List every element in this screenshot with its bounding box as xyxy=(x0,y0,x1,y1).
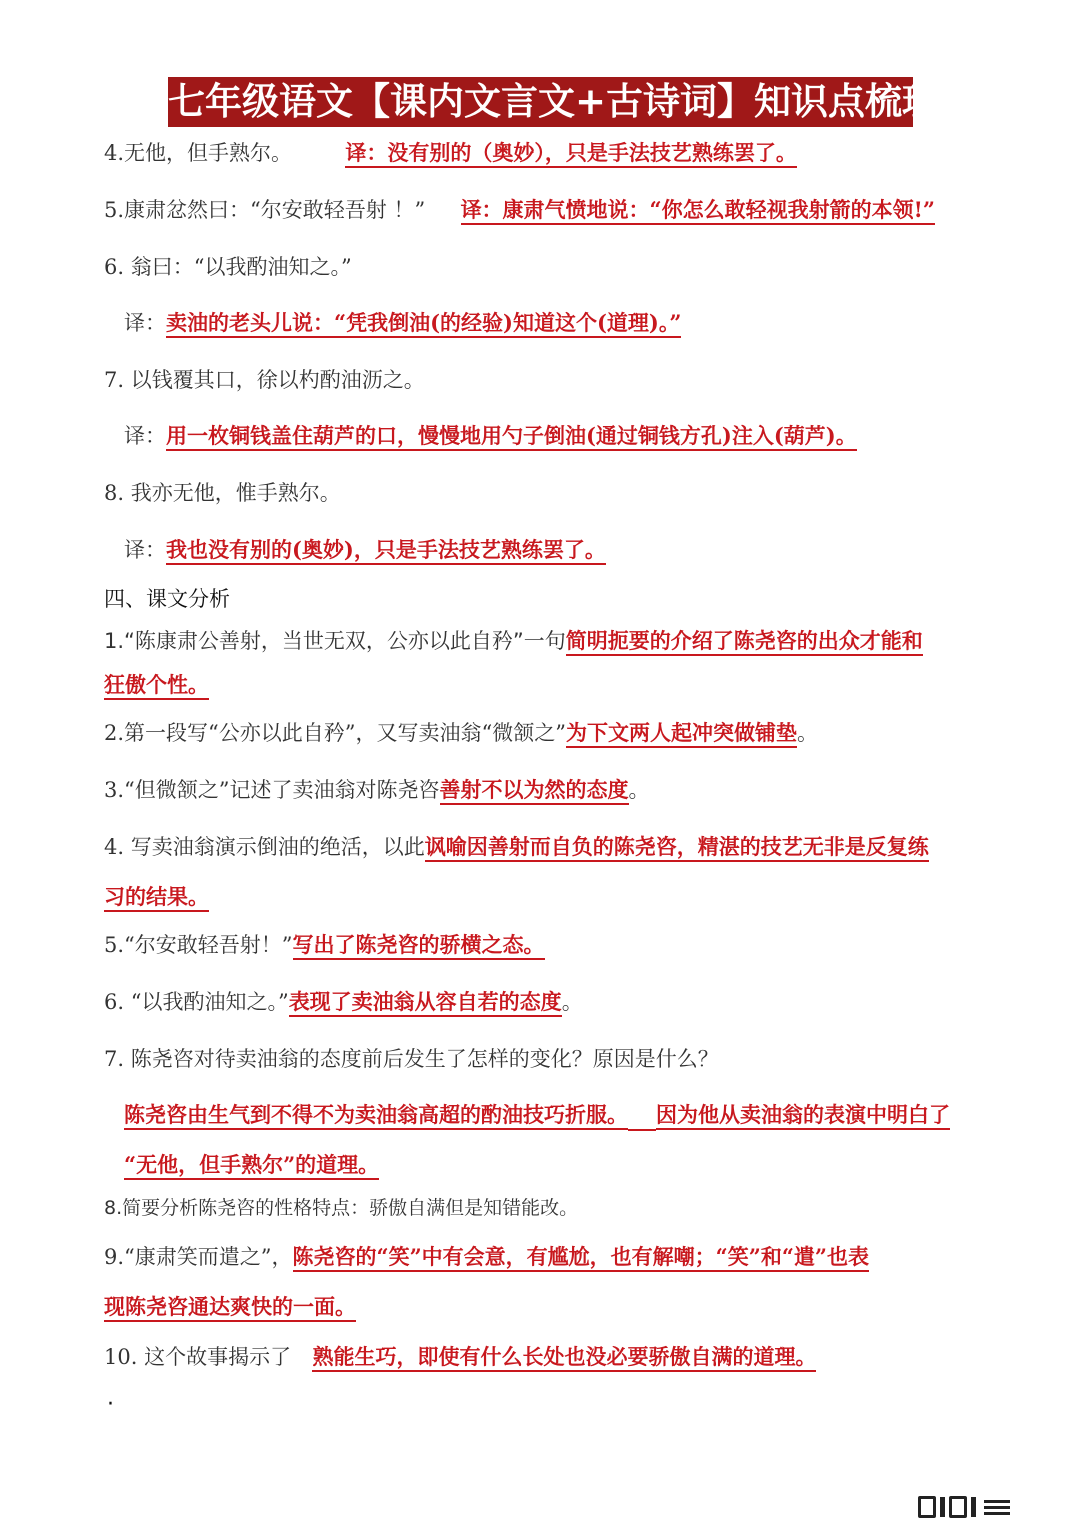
answer-prefix: 译： xyxy=(124,424,166,448)
answer-text: 简明扼要的介绍了陈尧咨的出众才能和 xyxy=(566,629,923,656)
answer-text: 因为他从卖油翁的表演中明白了 xyxy=(656,1102,950,1130)
bullet-dot: · xyxy=(107,1392,114,1417)
answer-text: 译：没有别的（奥妙），只是手法技艺熟练罢了。 xyxy=(345,140,797,168)
section-heading: 四、课文分析 xyxy=(104,587,230,611)
answer-text: 用一枚铜钱盖住葫芦的口，慢慢地用勺子倒油(通过铜钱方孔)注入(葫芦)。 xyxy=(166,423,857,451)
analysis-item-7-answer xyxy=(124,1100,950,1131)
analysis-item-4-cont xyxy=(104,882,209,912)
question-text: 4.无他，但手熟尔。 xyxy=(104,141,293,165)
analysis-item-4 xyxy=(104,832,929,862)
question-text: 9.“康肃笑而遣之”， xyxy=(104,1245,293,1269)
answer-text: 译：康肃气愤地说：“你怎么敢轻视我射箭的本领!” xyxy=(461,197,935,225)
answer-text: 善射不以为然的态度 xyxy=(440,777,629,805)
answer-text: 熟能生巧，即使有什么长处也没必要骄傲自满的道理。 xyxy=(312,1344,816,1372)
answer-prefix: 译： xyxy=(124,538,166,562)
question-text: 10. 这个故事揭示了 xyxy=(104,1345,292,1369)
question-text: 2.第一段写“公亦以此自矜”，又写卖油翁“微颔之” xyxy=(104,721,566,745)
answer-text: 表现了卖油翁从容自若的态度 xyxy=(289,989,562,1017)
answer-text: 陈尧咨由生气到不得不为卖油翁高超的酌油技巧折服。 xyxy=(124,1102,628,1130)
analysis-item-5 xyxy=(104,930,545,960)
answer-text: “无他，但手熟尔”的道理。 xyxy=(124,1152,379,1180)
analysis-item-2 xyxy=(104,718,818,748)
analysis-item-8: 8.简要分析陈尧咨的性格特点：骄傲自满但是知错能改。 xyxy=(104,1197,579,1219)
translation-item-6-answer xyxy=(124,308,681,338)
analysis-item-9 xyxy=(104,1242,869,1272)
translation-item-7-answer xyxy=(124,421,857,451)
page-title: 七年级语文【课内文言文+古诗词】知识点梳理 xyxy=(168,77,913,127)
translation-item-8-answer xyxy=(124,535,606,565)
answer-prefix: 译： xyxy=(124,311,166,335)
translation-item-4 xyxy=(104,138,797,168)
answer-text: 现陈尧咨通达爽快的一面。 xyxy=(104,1294,356,1322)
question-text: 3.“但微颔之”记述了卖油翁对陈尧咨 xyxy=(104,778,440,802)
answer-text: 写出了陈尧咨的骄横之态。 xyxy=(293,932,545,960)
analysis-item-7-answer-cont xyxy=(124,1150,379,1180)
translation-item-6-question: 6. 翁曰：“以我酌油知之。” xyxy=(104,255,352,279)
watermark-logo-icon xyxy=(918,1493,1058,1521)
answer-text: 我也没有别的(奥妙)，只是手法技艺熟练罢了。 xyxy=(166,537,606,565)
question-text: 4. 写卖油翁演示倒油的绝活，以此 xyxy=(104,835,425,859)
answer-text: 陈尧咨的“笑”中有会意，有尴尬，也有解嘲；“笑”和“遣”也表 xyxy=(293,1244,869,1272)
question-text: 6. “以我酌油知之。” xyxy=(104,990,289,1014)
translation-item-5 xyxy=(104,195,935,225)
analysis-item-9-cont xyxy=(104,1292,356,1322)
answer-text: 讽喻因善射而自负的陈尧咨，精湛的技艺无非是反复练 xyxy=(425,834,929,862)
answer-text: 狂傲个性。 xyxy=(104,673,209,700)
tail-text: 。 xyxy=(561,990,583,1014)
analysis-item-7: 7. 陈尧咨对待卖油翁的态度前后发生了怎样的变化？原因是什么？ xyxy=(104,1047,719,1071)
question-text: 5.“尔安敢轻吾射！” xyxy=(104,933,293,957)
translation-item-8-question: 8. 我亦无他，惟手熟尔。 xyxy=(104,481,341,505)
translation-item-7-question: 7. 以钱覆其口，徐以杓酌油沥之。 xyxy=(104,368,425,392)
analysis-item-6 xyxy=(104,987,583,1017)
analysis-item-10 xyxy=(104,1342,816,1372)
answer-text: 卖油的老头儿说：“凭我倒油(的经验)知道这个(道理)。” xyxy=(166,310,681,338)
tail-text: 。 xyxy=(796,721,818,745)
analysis-item-1-cont xyxy=(104,670,209,700)
analysis-item-3 xyxy=(104,775,650,805)
question-text: 5.康肃忿然曰：“尔安敢轻吾射 ！” xyxy=(104,198,426,222)
tail-text: 。 xyxy=(628,778,650,802)
answer-text: 为下文两人起冲突做铺垫 xyxy=(566,720,797,748)
analysis-item-1 xyxy=(104,626,923,656)
answer-text: 习的结果。 xyxy=(104,884,209,912)
question-text: 1.“陈康肃公善射，当世无双，公亦以此自矜”一句 xyxy=(104,629,566,653)
